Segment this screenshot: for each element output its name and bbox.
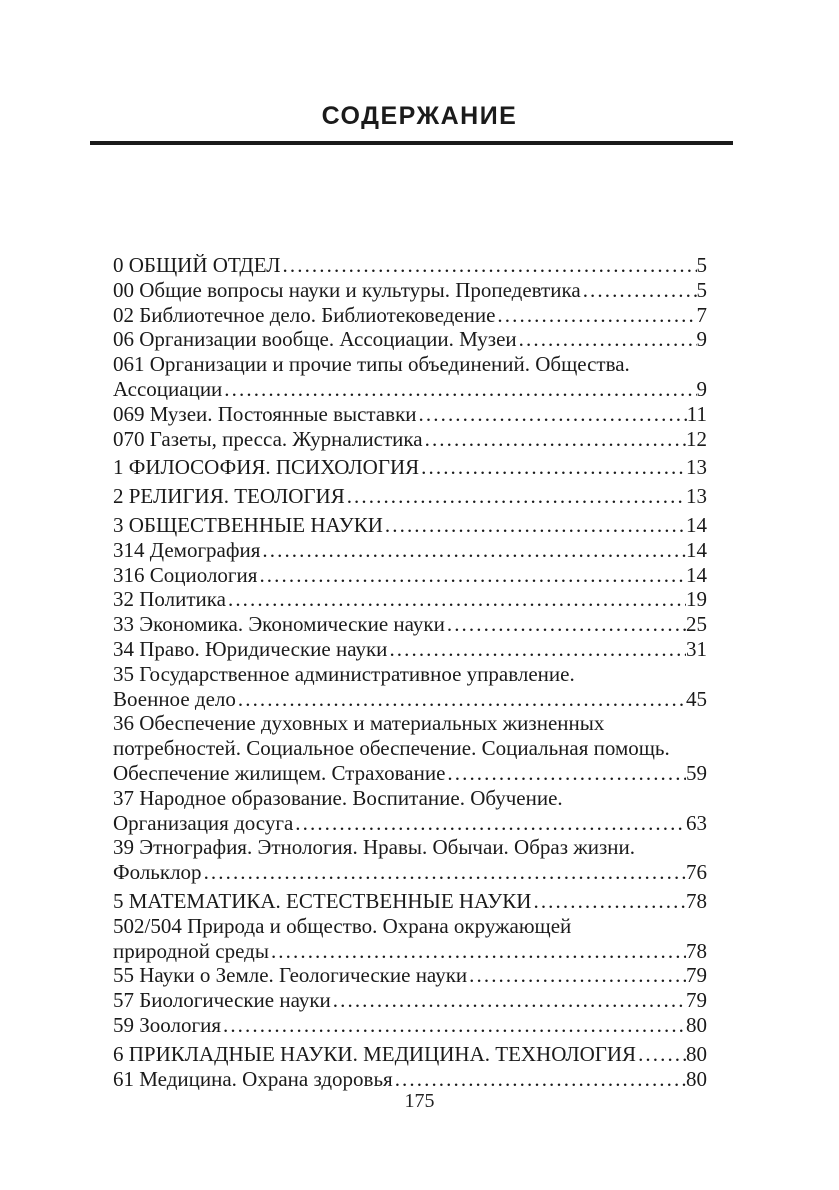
toc-entry [113,612,707,637]
toc-entry [113,786,707,836]
toc-page-number: 79 [686,988,707,1013]
toc-entry-text: 59 Зоология [113,1012,221,1037]
toc-entry-line [113,327,707,352]
toc-entry [113,253,707,278]
toc-entry-text: природной среды [113,938,269,963]
toc-entry-line [113,513,707,538]
page-title: СОДЕРЖАНИЕ [321,102,518,130]
toc-entry-line [113,1013,707,1038]
toc-entry-text: Обеспечение жилищем. Страхование [113,760,446,785]
toc-page-number: 14 [686,512,707,537]
toc-leader-dots [347,484,686,509]
toc-entry [113,455,707,480]
toc-leader-dots [469,963,686,988]
toc-page-number: 78 [686,888,707,913]
toc-entry-text: 57 Биологические науки [113,988,331,1013]
toc-entry-text: 1 ФИЛОСОФИЯ. ПСИХОЛОГИЯ [113,455,420,480]
toc-leader-dots [295,811,686,836]
toc-page-number: 11 [686,401,707,426]
toc-entry [113,563,707,588]
toc-entry-text: 02 Библиотечное дело. Библиотековедение [113,302,496,327]
toc-entry-line [113,860,707,885]
toc-entry [113,352,707,402]
toc-page-number: 63 [686,810,707,835]
toc-entry-line: потребностей. Социальное обеспечение. Социальная помощь. [113,736,670,761]
toc-entry-line [113,988,707,1013]
toc-leader-dots [497,303,696,328]
toc-entry-text: 0 ОБЩИЙ ОТДЕЛ [113,253,281,277]
toc-page-number: 13 [686,484,707,509]
toc-page-number: 59 [686,760,707,785]
toc-entry [113,914,707,964]
toc-leader-dots [223,1013,686,1038]
toc-entry-line [113,1042,707,1067]
toc-entry-text: 33 Экономика. Экономические науки [113,612,445,637]
toc-entry [113,1013,707,1038]
toc-entry [113,303,707,328]
toc-leader-dots [638,1042,686,1067]
toc-entry-line: 36 Обеспечение духовных и материальных жизненных [113,711,605,736]
toc-entry-line [113,1067,707,1092]
toc-entry [113,513,707,538]
toc-leader-dots [238,687,686,712]
toc-entry [113,662,707,712]
toc-leader-dots [395,1067,686,1092]
toc-entry-text: 00 Общие вопросы науки и культуры. Пропедевтика [113,277,581,302]
toc-page-number: 9 [696,327,707,352]
toc-entry-line [113,427,707,452]
toc-entry-line [113,637,707,662]
toc-entry [113,587,707,612]
toc-page-number: 78 [686,938,707,963]
toc-entry-text: 070 Газеты, пресса. Журналистика [113,426,423,451]
toc-entry-text: 5 МАТЕМАТИКА. ЕСТЕСТВЕННЫЕ НАУКИ [113,888,532,913]
toc-page-number: 7 [696,302,707,327]
toc-leader-dots [259,563,686,588]
toc-entry-text: 314 Демография [113,537,261,562]
toc-entry-text: 3 ОБЩЕСТВЕННЫЕ НАУКИ [113,512,383,537]
toc-entry-line [113,612,707,637]
toc-page-number: 79 [686,963,707,988]
toc-entry [113,278,707,303]
toc-leader-dots [262,538,686,563]
toc-entry-line [113,402,707,427]
toc-entry-line [113,761,707,786]
toc-leader-dots [385,513,686,538]
toc-page-number: 80 [686,1066,707,1091]
toc-entry-line [113,538,707,563]
toc-leader-dots [583,278,697,303]
toc-page-number: 19 [686,587,707,612]
toc-entry-text: 316 Социология [113,562,258,587]
toc-page-number: 31 [686,636,707,661]
toc-entry-text: Военное дело [113,686,236,711]
toc-entry-line [113,587,707,612]
toc-entry-text: 61 Медицина. Охрана здоровья [113,1066,393,1091]
toc-entry-line [113,811,707,836]
toc-page-number: 14 [686,562,707,587]
toc-entry [113,988,707,1013]
toc-entry-line: 502/504 Природа и общество. Охрана окружающей [113,913,572,938]
toc-entry-line [113,484,707,509]
toc-entry [113,1067,707,1092]
toc-entry-line [113,687,707,712]
toc-entry-line: 39 Этнография. Этнология. Нравы. Обычаи. Образ жизни. [113,835,636,860]
toc-entry-text: Ассоциации [113,376,223,401]
toc-leader-dots [425,427,686,452]
toc-entry-text: 6 ПРИКЛАДНЫЕ НАУКИ. МЕДИЦИНА. ТЕХНОЛОГИЯ [113,1041,637,1066]
toc-entry [113,711,707,785]
toc-entry [113,427,707,452]
toc-entry [113,889,707,914]
toc-entry-text: Фольклор [113,860,202,885]
toc-leader-dots [421,455,686,480]
toc-entry-line: 37 Народное образование. Воспитание. Обучение. [113,785,563,810]
toc-leader-dots [519,327,697,352]
toc-entry-line [113,939,707,964]
toc-page-number: 80 [686,1041,707,1066]
toc-page-number: 76 [686,860,707,885]
toc-leader-dots [447,761,686,786]
toc-entry-line [113,303,707,328]
toc-entry-line [113,253,707,278]
toc-entry-text: 2 РЕЛИГИЯ. ТЕОЛОГИЯ [113,484,345,509]
toc-entry-text: Организация досуга [113,810,294,835]
toc-page-number: 14 [686,537,707,562]
toc-entry [113,963,707,988]
toc-leader-dots [283,253,697,278]
toc-leader-dots [228,587,686,612]
toc-entry-text: 55 Науки о Земле. Геологические науки [113,963,468,988]
toc-leader-dots [271,939,686,964]
toc-entry-line [113,889,707,914]
toc-entry [113,484,707,509]
toc-entry-text: 32 Политика [113,587,226,612]
toc-page-number: 5 [696,277,707,302]
toc-entry-text: 069 Музеи. Постоянные выставки [113,401,417,426]
toc-page-number: 9 [696,376,707,401]
toc-page-number: 25 [686,612,707,637]
toc-page-number: 12 [686,426,707,451]
toc-leader-dots [333,988,686,1013]
toc-entry [113,538,707,563]
toc-entry-line [113,455,707,480]
toc-page-number: 80 [686,1012,707,1037]
toc-entry-line [113,563,707,588]
toc-leader-dots [204,860,686,885]
toc-entry-line [113,963,707,988]
toc-page-number: 45 [686,686,707,711]
toc-leader-dots [533,889,686,914]
toc-entry [113,835,707,885]
toc-leader-dots [419,402,687,427]
toc-leader-dots [447,612,686,637]
title-divider-rule [90,141,733,145]
toc-entry-line [113,377,707,402]
toc-list [113,249,707,1091]
toc-leader-dots [389,637,686,662]
toc-entry [113,402,707,427]
toc-entry [113,637,707,662]
toc-entry-line [113,278,707,303]
toc-page-number: 5 [696,253,707,277]
toc-entry [113,327,707,352]
toc-entry-text: 34 Право. Юридические науки [113,636,388,661]
toc-leader-dots [224,377,696,402]
toc-entry-line: 061 Организации и прочие типы объединений. Общества. [113,352,630,377]
toc-entry-text: 06 Организации вообще. Ассоциации. Музеи [113,327,517,352]
footer-page-number: 175 [404,1090,435,1112]
toc-entry-line: 35 Государственное административное управление. [113,661,575,686]
toc-entry [113,1042,707,1067]
toc-page-number: 13 [686,455,707,480]
